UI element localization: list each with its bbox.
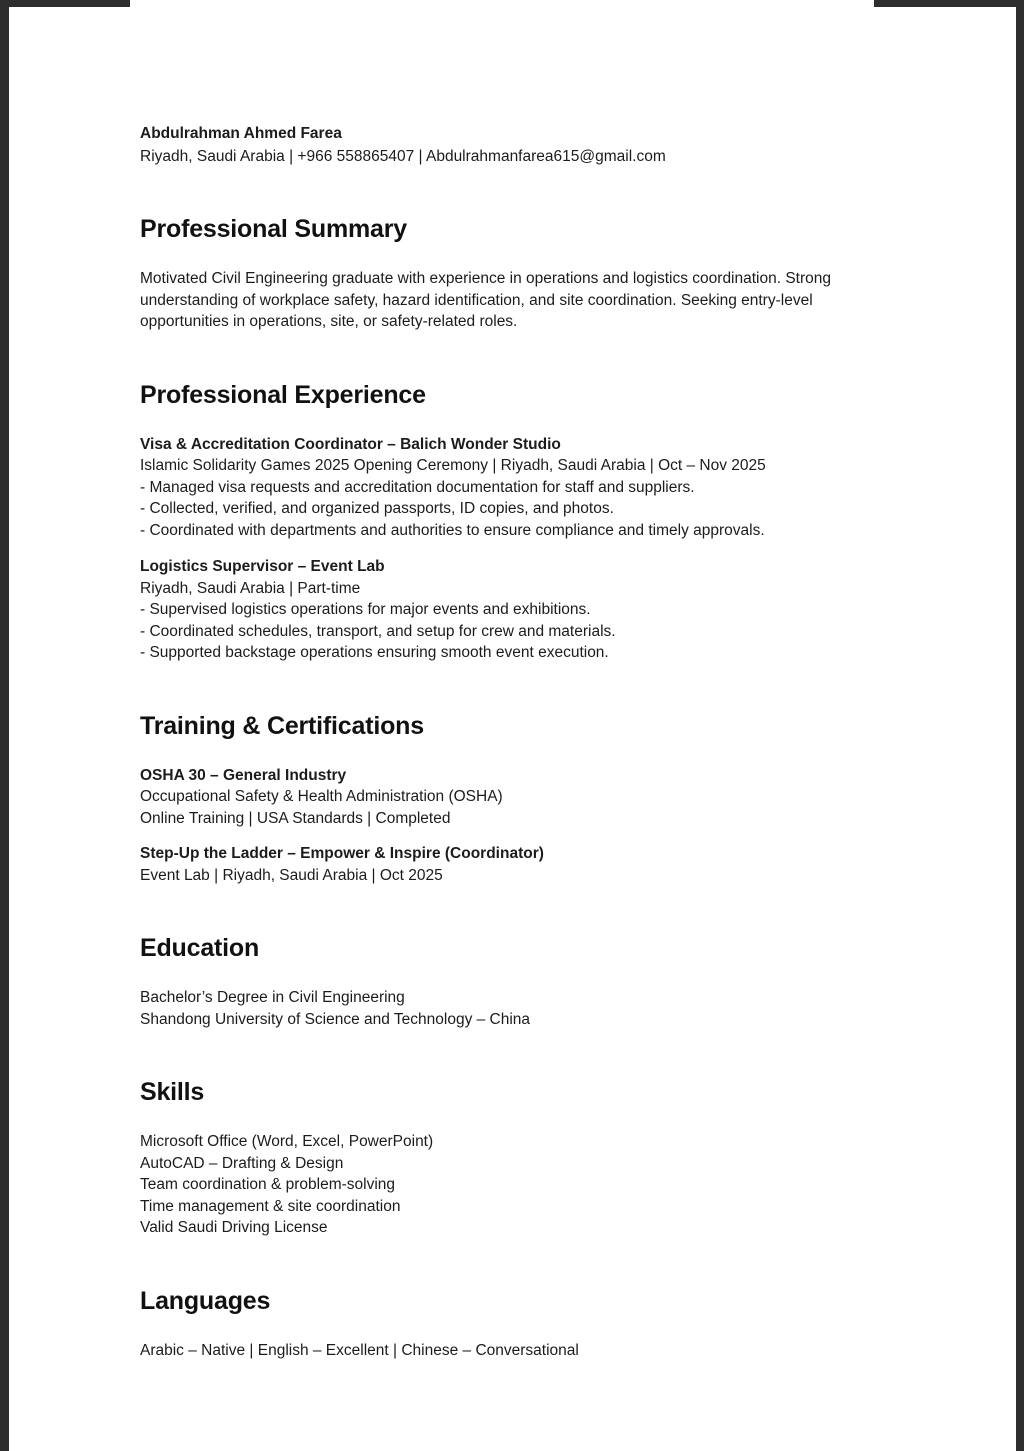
- skill-item: Microsoft Office (Word, Excel, PowerPoint): [140, 1133, 434, 1150]
- contact-line: Riyadh, Saudi Arabia | +966 558865407 | Abdulrahmanfarea615@gmail.com: [140, 148, 666, 165]
- section-title-professional-experience: Professional Experience: [140, 380, 426, 409]
- job-bullet: - Collected, verified, and organized passports, ID copies, and photos.: [140, 500, 614, 517]
- education-university: Shandong University of Science and Technology – China: [140, 1010, 531, 1028]
- education-degree: Bachelor’s Degree in Civil Engineering: [140, 989, 405, 1006]
- skill-item: Team coordination & problem-solving: [140, 1176, 396, 1193]
- job-bullet: - Coordinated schedules, transport, and setup for crew and materials.: [140, 622, 616, 640]
- training-detail: Event Lab | Riyadh, Saudi Arabia | Oct 2025: [140, 866, 443, 884]
- skill-item: Time management & site coordination: [140, 1197, 401, 1215]
- job-bullet: - Coordinated with departments and authorities to ensure compliance and timely approvals.: [140, 521, 765, 539]
- page-edge-top-right: [874, 0, 1024, 7]
- person-name: Abdulrahman Ahmed Farea: [140, 125, 342, 142]
- job-bullet: - Managed visa requests and accreditation documentation for staff and suppliers.: [140, 478, 695, 496]
- training-entry-step-up: [140, 843, 864, 886]
- section-title-training-certifications: Training & Certifications: [140, 711, 424, 740]
- languages-line: Arabic – Native | English – Excellent | Chinese – Conversational: [140, 1341, 579, 1359]
- job-title: Visa & Accreditation Coordinator – Balich Wonder Studio: [140, 435, 561, 453]
- page-edge-right: [1016, 0, 1024, 1451]
- job-title: Logistics Supervisor – Event Lab: [140, 558, 385, 575]
- job-meta: Islamic Solidarity Games 2025 Opening Ceremony | Riyadh, Saudi Arabia | Oct – Nov 2025: [140, 457, 766, 474]
- training-title: Step-Up the Ladder – Empower & Inspire (Coordinator): [140, 845, 544, 862]
- page-edge-top-left: [0, 0, 130, 7]
- skill-item: Valid Saudi Driving License: [140, 1219, 328, 1236]
- training-detail: Online Training | USA Standards | Completed: [140, 809, 451, 827]
- section-title-professional-summary: Professional Summary: [140, 215, 407, 243]
- skill-item: AutoCAD – Drafting & Design: [140, 1154, 344, 1172]
- job-bullet: - Supervised logistics operations for major events and exhibitions.: [140, 601, 591, 618]
- job-bullet: - Supported backstage operations ensuring smooth event execution.: [140, 644, 609, 661]
- section-title-skills: Skills: [140, 1078, 205, 1106]
- job-entry-logistics-supervisor: [140, 556, 864, 664]
- training-detail: Occupational Safety & Health Administration (OSHA): [140, 788, 503, 805]
- job-entry-visa-coordinator: [140, 434, 864, 542]
- training-title: OSHA 30 – General Industry: [140, 766, 347, 784]
- page-edge-left: [0, 0, 9, 1451]
- training-entry-osha: [140, 765, 864, 830]
- job-meta: Riyadh, Saudi Arabia | Part-time: [140, 579, 361, 597]
- section-title-languages: Languages: [140, 1286, 271, 1315]
- summary-paragraph: Motivated Civil Engineering graduate with experience in operations and logistics coordination. Strong understanding of workplace safety, hazard identification, and site coordination. Seeking entry-level opportunities in operations, site, or safety-related roles.: [140, 270, 832, 330]
- section-title-education: Education: [140, 934, 260, 962]
